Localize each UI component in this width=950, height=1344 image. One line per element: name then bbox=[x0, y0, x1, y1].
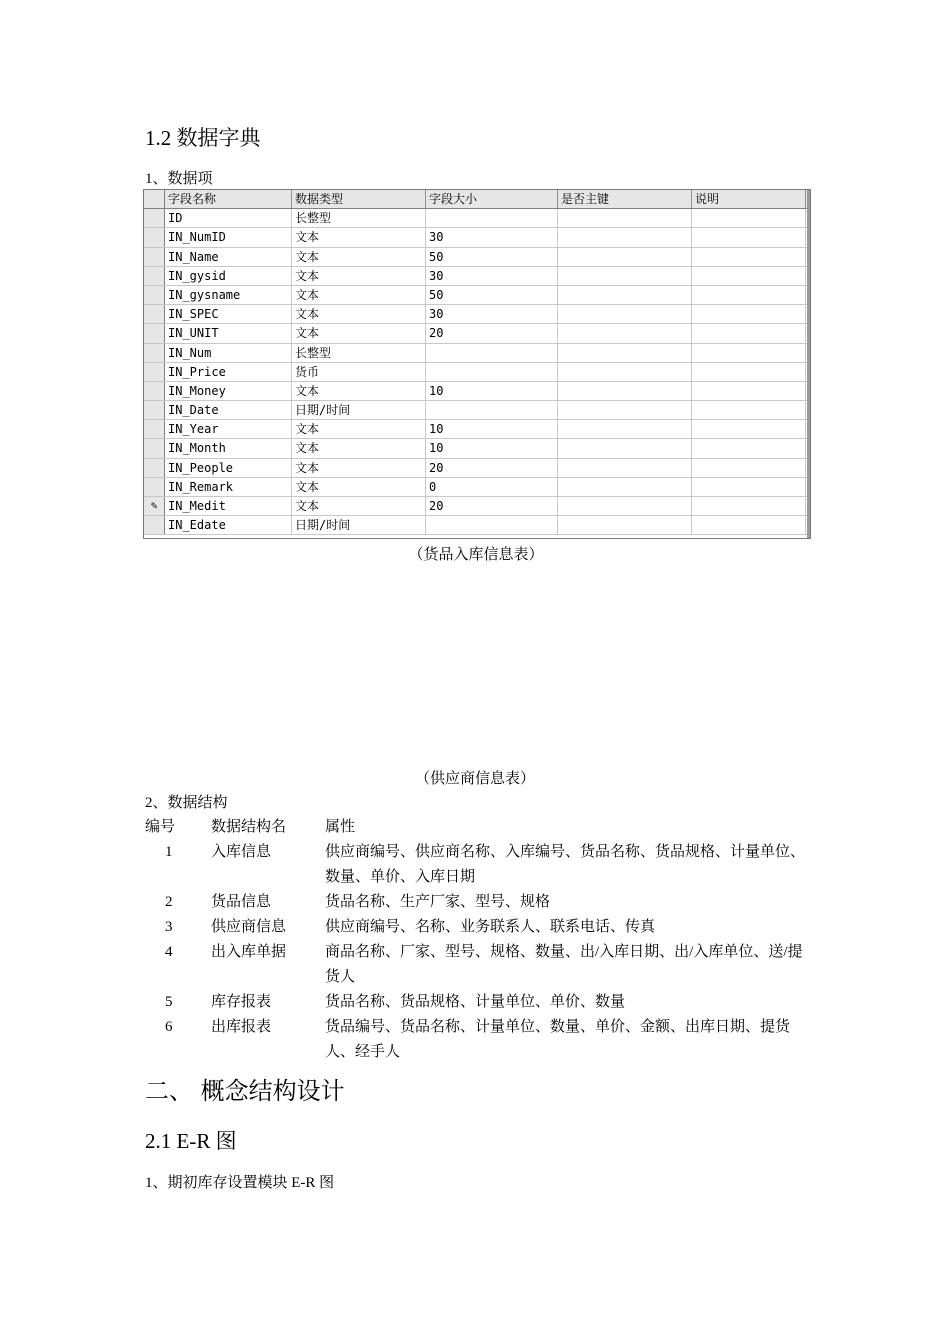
cell-field-size[interactable]: 30 bbox=[426, 305, 558, 323]
grid-row[interactable] bbox=[144, 439, 810, 458]
cell-field-name[interactable]: IN_UNIT bbox=[165, 324, 292, 342]
structure-attrs: 商品名称、厂家、型号、规格、数量、出/入库日期、出/入库单位、送/提货人 bbox=[325, 944, 803, 985]
cell-data-type[interactable]: 文本 bbox=[292, 439, 426, 457]
cell-description[interactable] bbox=[692, 324, 806, 342]
structure-row bbox=[145, 890, 815, 915]
row-selector[interactable] bbox=[144, 305, 165, 323]
row-selector[interactable] bbox=[144, 228, 165, 246]
cell-field-size[interactable] bbox=[426, 516, 558, 534]
structure-no: 4 bbox=[165, 944, 173, 960]
structure-attrs: 供应商编号、名称、业务联系人、联系电话、传真 bbox=[325, 919, 656, 935]
structure-row bbox=[145, 840, 815, 890]
er-heading: 2.1 E-R 图 bbox=[145, 1129, 237, 1153]
cell-data-type[interactable]: 文本 bbox=[292, 286, 426, 304]
structure-name: 货品信息 bbox=[211, 894, 272, 910]
cell-primary-key[interactable] bbox=[558, 209, 692, 227]
cell-field-size[interactable] bbox=[426, 209, 558, 227]
structure-no: 2 bbox=[165, 894, 173, 910]
table-caption-supplier: （供应商信息表） bbox=[414, 771, 535, 787]
section-heading: 1.2 数据字典 bbox=[145, 126, 261, 150]
column-header-field-name[interactable]: 字段名称 bbox=[165, 190, 292, 208]
row-selector[interactable] bbox=[144, 459, 165, 477]
grid-row[interactable] bbox=[144, 382, 810, 401]
grid-row[interactable] bbox=[144, 305, 810, 324]
row-selector[interactable] bbox=[144, 516, 165, 534]
structure-row bbox=[145, 915, 815, 940]
cell-field-name[interactable]: IN_Remark bbox=[165, 478, 292, 496]
structure-name: 库存报表 bbox=[211, 994, 272, 1010]
row-selector[interactable] bbox=[144, 439, 165, 457]
cell-description[interactable] bbox=[692, 497, 806, 515]
cell-data-type[interactable]: 文本 bbox=[292, 497, 426, 515]
cell-data-type[interactable]: 文本 bbox=[292, 305, 426, 323]
column-header-description[interactable]: 说明 bbox=[692, 190, 806, 208]
cell-data-type[interactable]: 文本 bbox=[292, 478, 426, 496]
cell-primary-key[interactable] bbox=[558, 305, 692, 323]
row-selector[interactable] bbox=[144, 324, 165, 342]
grid-row[interactable] bbox=[144, 267, 810, 286]
row-selector[interactable] bbox=[144, 478, 165, 496]
grid-row[interactable] bbox=[144, 478, 810, 497]
cell-primary-key[interactable] bbox=[558, 267, 692, 285]
structure-attrs: 货品编号、货品名称、计量单位、数量、单价、金额、出库日期、提货人、经手人 bbox=[325, 1019, 791, 1060]
cell-description[interactable] bbox=[692, 267, 806, 285]
cell-field-size[interactable]: 30 bbox=[426, 228, 558, 246]
structure-name: 供应商信息 bbox=[211, 919, 287, 935]
grid-row[interactable] bbox=[144, 363, 810, 382]
cell-description[interactable] bbox=[692, 516, 806, 534]
concept-heading: 二、 概念结构设计 bbox=[145, 1077, 345, 1105]
cell-data-type[interactable]: 日期/时间 bbox=[292, 401, 426, 419]
grid-row[interactable] bbox=[144, 516, 810, 535]
row-selector[interactable] bbox=[144, 344, 165, 362]
cell-field-name[interactable]: IN_NumID bbox=[165, 228, 292, 246]
cell-field-name[interactable]: IN_Edate bbox=[165, 516, 292, 534]
cell-primary-key[interactable] bbox=[558, 439, 692, 457]
cell-description[interactable] bbox=[692, 228, 806, 246]
cell-field-name[interactable]: IN_People bbox=[165, 459, 292, 477]
structure-no: 1 bbox=[165, 844, 173, 860]
row-edit-pencil-icon[interactable]: ✎ bbox=[144, 497, 165, 515]
cell-primary-key[interactable] bbox=[558, 228, 692, 246]
cell-primary-key[interactable] bbox=[558, 478, 692, 496]
cell-data-type[interactable]: 日期/时间 bbox=[292, 516, 426, 534]
grid-row[interactable] bbox=[144, 228, 810, 247]
cell-field-size[interactable]: 50 bbox=[426, 286, 558, 304]
cell-data-type[interactable]: 长整型 bbox=[292, 344, 426, 362]
data-items-subheading: 1、数据项 bbox=[145, 171, 213, 187]
table-caption-inbound: （货品入库信息表） bbox=[408, 547, 544, 563]
data-items-grid bbox=[143, 189, 811, 539]
cell-primary-key[interactable] bbox=[558, 286, 692, 304]
row-selector[interactable] bbox=[144, 286, 165, 304]
cell-primary-key[interactable] bbox=[558, 459, 692, 477]
grid-header-row bbox=[144, 190, 810, 209]
structure-row bbox=[145, 940, 815, 990]
structure-list bbox=[145, 815, 815, 1065]
structure-body bbox=[145, 840, 815, 1065]
grid-row[interactable] bbox=[144, 209, 810, 228]
row-selector[interactable] bbox=[144, 401, 165, 419]
cell-data-type[interactable]: 文本 bbox=[292, 228, 426, 246]
cell-field-size[interactable]: 20 bbox=[426, 497, 558, 515]
grid-edge bbox=[807, 190, 810, 538]
cell-field-size[interactable]: 20 bbox=[426, 324, 558, 342]
column-header-data-type[interactable]: 数据类型 bbox=[292, 190, 426, 208]
structure-name: 出入库单据 bbox=[211, 944, 287, 960]
cell-data-type[interactable]: 货币 bbox=[292, 363, 426, 381]
grid-row[interactable] bbox=[144, 344, 810, 363]
cell-field-name[interactable]: IN_Num bbox=[165, 344, 292, 362]
cell-field-name[interactable]: IN_SPEC bbox=[165, 305, 292, 323]
structure-no: 6 bbox=[165, 1019, 173, 1035]
cell-description[interactable] bbox=[692, 420, 806, 438]
grid-row[interactable] bbox=[144, 286, 810, 305]
cell-field-size[interactable]: 10 bbox=[426, 420, 558, 438]
structure-row bbox=[145, 1015, 815, 1065]
cell-data-type[interactable]: 文本 bbox=[292, 267, 426, 285]
cell-primary-key[interactable] bbox=[558, 516, 692, 534]
cell-field-name[interactable]: ID bbox=[165, 209, 292, 227]
structure-attrs: 供应商编号、供应商名称、入库编号、货品名称、货品规格、计量单位、数量、单价、入库日期 bbox=[325, 844, 806, 885]
row-selector-header[interactable] bbox=[144, 190, 165, 208]
column-header-field-size[interactable]: 字段大小 bbox=[426, 190, 558, 208]
structure-name: 出库报表 bbox=[211, 1019, 272, 1035]
structure-header-name: 数据结构名 bbox=[211, 819, 287, 835]
cell-field-size[interactable]: 10 bbox=[426, 382, 558, 400]
structure-header-no: 编号 bbox=[145, 819, 176, 835]
cell-primary-key[interactable] bbox=[558, 248, 692, 266]
cell-description[interactable] bbox=[692, 459, 806, 477]
structure-no: 5 bbox=[165, 994, 173, 1010]
cell-field-size[interactable]: 30 bbox=[426, 267, 558, 285]
column-header-primary-key[interactable]: 是否主键 bbox=[558, 190, 692, 208]
cell-field-size[interactable] bbox=[426, 401, 558, 419]
structure-name: 入库信息 bbox=[211, 844, 272, 860]
cell-description[interactable] bbox=[692, 439, 806, 457]
cell-primary-key[interactable] bbox=[558, 497, 692, 515]
row-selector[interactable] bbox=[144, 248, 165, 266]
cell-field-size[interactable]: 20 bbox=[426, 459, 558, 477]
cell-field-size[interactable] bbox=[426, 363, 558, 381]
structure-header-row bbox=[145, 815, 815, 840]
cell-field-size[interactable]: 50 bbox=[426, 248, 558, 266]
cell-description[interactable] bbox=[692, 305, 806, 323]
cell-description[interactable] bbox=[692, 286, 806, 304]
cell-field-name[interactable]: IN_Price bbox=[165, 363, 292, 381]
structure-attrs: 货品名称、货品规格、计量单位、单价、数量 bbox=[325, 994, 626, 1010]
row-selector[interactable] bbox=[144, 382, 165, 400]
structure-attrs: 货品名称、生产厂家、型号、规格 bbox=[325, 894, 551, 910]
row-selector[interactable] bbox=[144, 267, 165, 285]
cell-description[interactable] bbox=[692, 209, 806, 227]
cell-description[interactable] bbox=[692, 248, 806, 266]
grid-row[interactable] bbox=[144, 324, 810, 343]
grid-row[interactable] bbox=[144, 420, 810, 439]
cell-field-size[interactable]: 0 bbox=[426, 478, 558, 496]
row-selector[interactable] bbox=[144, 209, 165, 227]
cell-primary-key[interactable] bbox=[558, 420, 692, 438]
grid-row[interactable] bbox=[144, 248, 810, 267]
cell-field-size[interactable]: 10 bbox=[426, 439, 558, 457]
row-selector[interactable] bbox=[144, 420, 165, 438]
cell-field-name[interactable]: IN_Money bbox=[165, 382, 292, 400]
cell-primary-key[interactable] bbox=[558, 344, 692, 362]
cell-field-name[interactable]: IN_gysname bbox=[165, 286, 292, 304]
grid-row[interactable] bbox=[144, 459, 810, 478]
cell-description[interactable] bbox=[692, 344, 806, 362]
cell-description[interactable] bbox=[692, 478, 806, 496]
cell-primary-key[interactable] bbox=[558, 382, 692, 400]
row-selector[interactable] bbox=[144, 363, 165, 381]
structure-no: 3 bbox=[165, 919, 173, 935]
grid-body bbox=[144, 209, 810, 535]
cell-description[interactable] bbox=[692, 401, 806, 419]
cell-primary-key[interactable] bbox=[558, 401, 692, 419]
cell-primary-key[interactable] bbox=[558, 363, 692, 381]
er-subheading: 1、期初库存设置模块 E-R 图 bbox=[145, 1175, 335, 1191]
cell-description[interactable] bbox=[692, 363, 806, 381]
cell-description[interactable] bbox=[692, 382, 806, 400]
cell-data-type[interactable]: 文本 bbox=[292, 382, 426, 400]
cell-field-name[interactable]: IN_gysid bbox=[165, 267, 292, 285]
cell-field-name[interactable]: IN_Medit bbox=[165, 497, 292, 515]
cell-field-name[interactable]: IN_Name bbox=[165, 248, 292, 266]
structure-row bbox=[145, 990, 815, 1015]
cell-data-type[interactable]: 文本 bbox=[292, 459, 426, 477]
cell-field-name[interactable]: IN_Date bbox=[165, 401, 292, 419]
cell-field-size[interactable] bbox=[426, 344, 558, 362]
cell-field-name[interactable]: IN_Year bbox=[165, 420, 292, 438]
cell-data-type[interactable]: 长整型 bbox=[292, 209, 426, 227]
cell-data-type[interactable]: 文本 bbox=[292, 420, 426, 438]
grid-row[interactable] bbox=[144, 497, 810, 516]
cell-field-name[interactable]: IN_Month bbox=[165, 439, 292, 457]
cell-data-type[interactable]: 文本 bbox=[292, 324, 426, 342]
grid-row[interactable] bbox=[144, 401, 810, 420]
cell-primary-key[interactable] bbox=[558, 324, 692, 342]
structure-header-attrs: 属性 bbox=[325, 819, 356, 835]
cell-data-type[interactable]: 文本 bbox=[292, 248, 426, 266]
structure-heading: 2、数据结构 bbox=[145, 795, 228, 811]
